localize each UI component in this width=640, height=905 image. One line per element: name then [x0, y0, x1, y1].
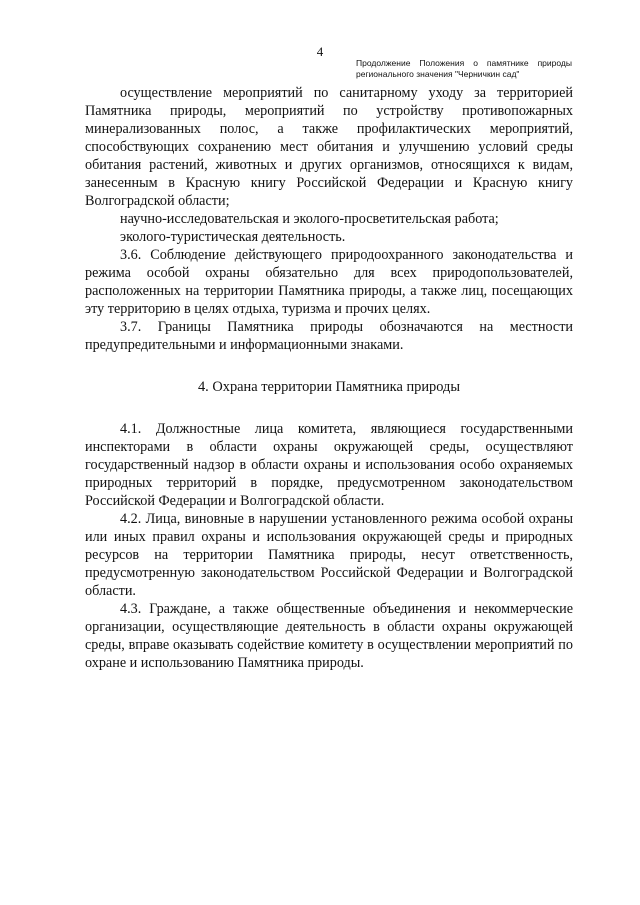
paragraph: научно-исследовательская и эколого-просветительская работа; — [120, 211, 499, 227]
paragraph-4-1: 4.1. Должностные лица комитета, являющиеся государственными инспекторами в области охраны окружающей среды, осуществляют государственный надзор в области охраны и использования особо охраняемых природных территорий в порядке, предусмотренном законодательством Российской Федерации и Волгоградской области. — [85, 421, 573, 509]
page-number: 4 — [316, 44, 324, 59]
paragraph-4-3: 4.3. Граждане, а также общественные объединения и некоммерческие организации, осуществляющие деятельность в области охраны окружающей среды, вправе оказывать содействие комитету в осуществлении мероприятий по охране и использованию Памятника природы. — [85, 601, 573, 671]
paragraph: осуществление мероприятий по санитарному уходу за территорией Памятника природы, мероприятий по устройству противопожарных минерализованных полос, а также профилактических мероприятий, способствующих сохранению мест обитания и улучшению условий среды обитания растений, животных и других организмов, относящихся к видам, занесенным в Красную книгу Российской Федерации и Красную книгу Волгоградской области; — [85, 85, 573, 209]
paragraph: эколого-туристическая деятельность. — [120, 229, 346, 245]
body-text — [85, 84, 573, 672]
paragraph-3-7: 3.7. Границы Памятника природы обозначаются на местности предупредительными и информационными знаками. — [85, 319, 573, 353]
running-header: Продолжение Положения о памятнике природы регионального значения "Черничкин сад" — [356, 58, 572, 79]
paragraph-3-6: 3.6. Соблюдение действующего природоохранного законодательства и режима особой охраны обязательно для всех природопользователей, расположенных на территории Памятника природы, а также лиц, посещающих эту территорию в целях отдыха, туризма и прочих целях. — [85, 247, 573, 317]
section-heading: 4. Охрана территории Памятника природы — [197, 379, 461, 395]
paragraph-4-2: 4.2. Лица, виновные в нарушении установленного режима особой охраны или иных правил охраны и использования окружающей среды и природных ресурсов на территории Памятника природы, несут ответственность, предусмотренную законодательством Российской Федерации и Волгоградской области. — [85, 511, 573, 599]
